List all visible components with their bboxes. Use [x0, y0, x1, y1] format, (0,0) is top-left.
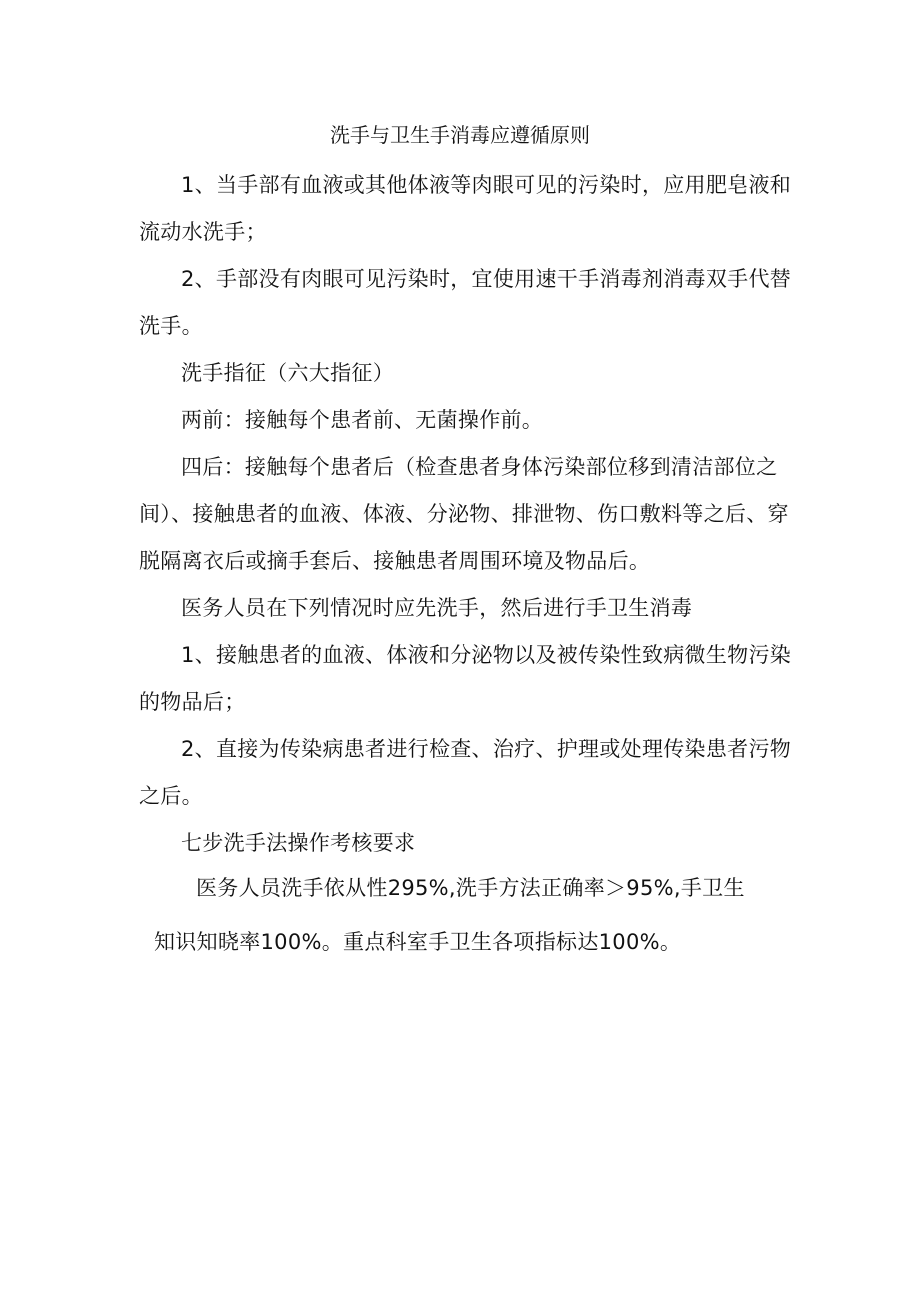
paragraph-two-before: 两前：接触每个患者前、无菌操作前。: [181, 408, 544, 432]
assessment-line-1: 医务人员洗手依从性295%,洗手方法正确率＞95%,手卫生: [196, 876, 745, 900]
paragraph-wash-then-disinfect: 医务人员在下列情况时应先洗手，然后进行手卫生消毒: [181, 596, 693, 620]
assessment-line-2: 知识知晓率100%。重点科室手卫生各项指标达100%。: [154, 930, 682, 954]
paragraph-assessment-heading: 七步洗手法操作考核要求: [181, 831, 416, 855]
paragraph-case-2: 2、直接为传染病患者进行检查、治疗、护理或处理传染患者污物之后。: [139, 737, 792, 808]
paragraph-indications-heading: 洗手指征（六大指征）: [181, 361, 394, 385]
document-title: 洗手与卫生手消毒应遵循原则: [330, 123, 590, 147]
paragraph-four-after: 四后：接触每个患者后（检查患者身体污染部位移到清洁部位之间）、接触患者的血液、体液、分泌物、排泄物、伤口敷料等之后、穿脱隔离衣后或摘手套后、接触患者周围环境及物品后。: [139, 455, 789, 573]
paragraph-case-1: 1、接触患者的血液、体液和分泌物以及被传染性致病微生物污染的物品后；: [139, 643, 792, 714]
paragraph-principle-2: 2、手部没有肉眼可见污染时，宜使用速干手消毒剂消毒双手代替洗手。: [139, 267, 792, 338]
paragraph-principle-1: 1、当手部有血液或其他体液等肉眼可见的污染时，应用肥皂液和流动水洗手；: [139, 173, 792, 244]
